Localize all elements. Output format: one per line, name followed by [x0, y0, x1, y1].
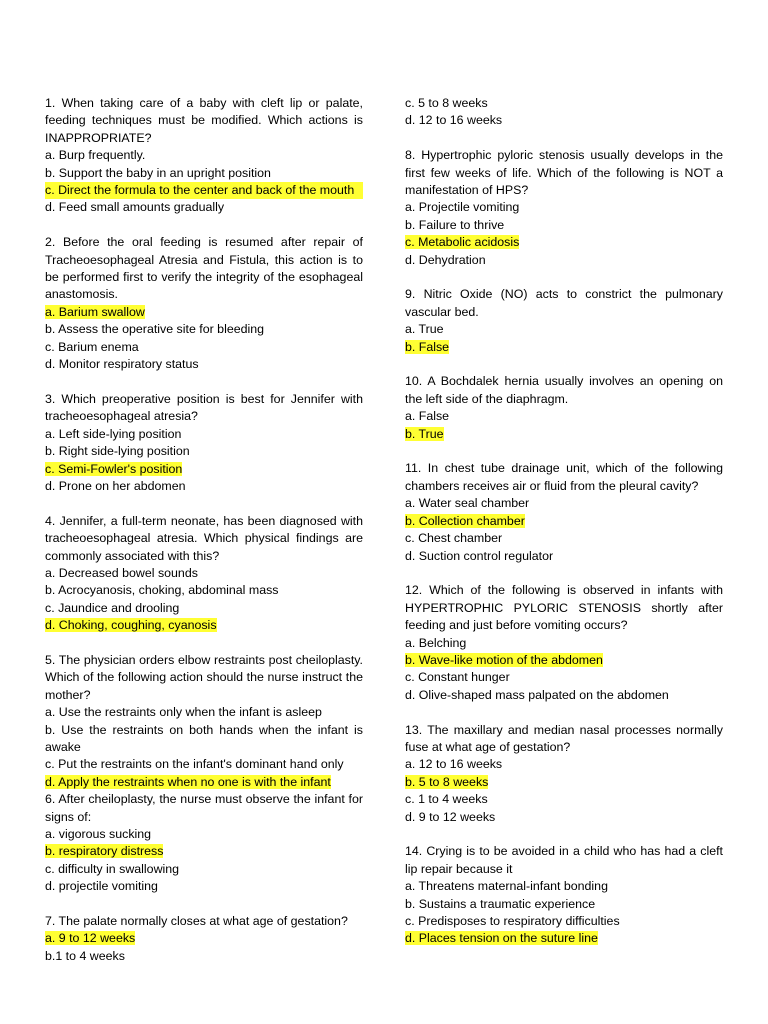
option-text: d. Apply the restraints when no one is with the infant	[45, 774, 331, 789]
option	[405, 913, 723, 930]
answer-option	[45, 930, 363, 947]
question-7	[45, 913, 363, 965]
option-text: b. Wave-like motion of the abdomen	[405, 652, 603, 667]
option-text: a. Burp frequently.	[45, 148, 146, 163]
option	[45, 478, 363, 495]
option: b. Use the restraints on both hands when the infant is awake	[45, 722, 363, 754]
option	[45, 147, 363, 164]
question-stem: 10. A Bochdalek hernia usually involves an opening on the left side of the diaphragm.	[405, 374, 723, 406]
question-2	[45, 234, 363, 373]
option	[45, 861, 363, 878]
question-stem: 5. The physician orders elbow restraints post cheiloplasty. Which of the following action should the nurse instruct the mother?	[45, 652, 363, 702]
option	[45, 826, 363, 843]
option	[45, 878, 363, 895]
option	[405, 756, 723, 773]
option-text: c. Barium enema	[45, 339, 139, 354]
option	[45, 199, 363, 216]
question-stem: 8. Hypertrophic pyloric stenosis usually develops in the first few weeks of life. Which of the following is NOT a manifestation of HPS?	[405, 148, 723, 198]
question-11	[405, 460, 723, 564]
option-text: c. difficulty in swallowing	[45, 861, 180, 876]
question-5	[45, 652, 363, 791]
option-text: c. Chest chamber	[405, 531, 503, 546]
option-text: d. Prone on her abdomen	[45, 478, 186, 493]
option-text: a. Barium swallow	[45, 304, 145, 319]
option	[45, 426, 363, 443]
option-text: a. 12 to 16 weeks	[405, 757, 503, 772]
left-column	[45, 95, 363, 983]
answer-option	[405, 513, 723, 530]
option	[405, 408, 723, 425]
option	[405, 687, 723, 704]
question-4	[45, 513, 363, 635]
option	[405, 495, 723, 512]
option-text: c. Constant hunger	[405, 670, 510, 685]
option-text: b. 5 to 8 weeks	[405, 774, 489, 789]
option	[405, 791, 723, 808]
question-7-continued	[405, 95, 723, 130]
question-stem: 1. When taking care of a baby with cleft lip or palate, feeding techniques must be modified. Which actions is INAPPROPRIATE?	[45, 96, 363, 145]
option-text: b. respiratory distress	[45, 844, 164, 859]
option	[405, 548, 723, 565]
question-1	[45, 95, 363, 217]
option	[405, 217, 723, 234]
option	[405, 669, 723, 686]
option-text: a. False	[405, 409, 450, 424]
option-text: d. Olive-shaped mass palpated on the abdomen	[405, 687, 669, 702]
option-text: b. True	[405, 426, 444, 441]
answer-option	[405, 930, 723, 947]
question-stem: 7. The palate normally closes at what age of gestation?	[45, 914, 348, 929]
question-stem: 12. Which of the following is observed in infants with HYPERTROPHIC PYLORIC STENOSIS shortly after feeding and just before vomiting occurs?	[405, 583, 723, 633]
option-text: b. False	[405, 339, 450, 354]
question-stem: 14. Crying is to be avoided in a child who has had a cleft lip repair because it	[405, 844, 723, 876]
option-text: c. Predisposes to respiratory difficulties	[405, 913, 620, 928]
answer-option	[405, 652, 723, 669]
question-stem: 3. Which preoperative position is best for Jennifer with tracheoesophageal atresia?	[45, 391, 363, 424]
question-stem: 6. After cheiloplasty, the nurse must observe the infant for signs of:	[45, 792, 363, 824]
option-text: b. Acrocyanosis, choking, abdominal mass	[45, 583, 279, 598]
option	[45, 356, 363, 373]
option-text: c. Put the restraints on the infant's dominant hand only	[45, 757, 344, 772]
option	[405, 878, 723, 895]
option-text: b. Right side-lying position	[45, 444, 190, 459]
option	[45, 704, 363, 721]
option-text: a. Decreased bowel sounds	[45, 565, 198, 580]
option-text: b. Support the baby in an upright position	[45, 165, 271, 180]
option-text: d. projectile vomiting	[45, 879, 158, 894]
option-text: a. Left side-lying position	[45, 426, 182, 441]
option-text: d. Suction control regulator	[405, 548, 554, 563]
option	[45, 600, 363, 617]
option	[405, 112, 723, 129]
option-text: d. Monitor respiratory status	[45, 357, 199, 372]
answer-option	[45, 304, 363, 321]
option	[45, 339, 363, 356]
option-text: a. Belching	[405, 635, 467, 650]
question-12	[405, 582, 723, 704]
answer-option	[45, 774, 363, 791]
option-text: a. vigorous sucking	[45, 827, 152, 841]
right-column	[405, 95, 723, 965]
option-text: b.1 to 4 weeks	[45, 948, 125, 963]
question-9	[405, 286, 723, 356]
option	[45, 165, 363, 182]
answer-option	[45, 617, 363, 634]
option-text: b. Sustains a traumatic experience	[405, 896, 596, 911]
question-13	[405, 722, 723, 826]
option	[45, 443, 363, 460]
option-text: b. Assess the operative site for bleeding	[45, 322, 265, 337]
answer-option: c. Direct the formula to the center and back of the mouth	[45, 182, 363, 199]
option-text: c. 1 to 4 weeks	[405, 792, 488, 807]
question-8	[405, 147, 723, 269]
question-3	[45, 391, 363, 495]
question-stem: 4. Jennifer, a full-term neonate, has been diagnosed with tracheoesophageal atresia. Which physical findings are commonly associated with this?	[45, 513, 363, 563]
answer-option	[405, 774, 723, 791]
option	[405, 95, 723, 112]
option	[405, 530, 723, 547]
answer-option	[405, 339, 723, 356]
question-stem: 2. Before the oral feeding is resumed after repair of Tracheoesophageal Atresia and Fistula, this action is to be performed first to verify the integrity of the esophageal anastomosis.	[45, 235, 363, 302]
option-text: d. Feed small amounts gradually	[45, 200, 225, 215]
option-text: d. Dehydration	[405, 252, 486, 267]
question-stem: 11. In chest tube drainage unit, which of the following chambers receives air or fluid from the pleural cavity?	[405, 461, 723, 493]
option	[405, 635, 723, 652]
option	[45, 756, 363, 773]
option	[45, 565, 363, 582]
option-text: a. Use the restraints only when the infant is asleep	[45, 705, 322, 720]
option	[405, 199, 723, 216]
question-stem: 9. Nitric Oxide (NO) acts to constrict the pulmonary vascular bed.	[405, 287, 723, 319]
option	[45, 948, 363, 965]
option-text: d. 12 to 16 weeks	[405, 113, 503, 128]
question-10	[405, 373, 723, 443]
option-text: a. 9 to 12 weeks	[45, 931, 136, 946]
option-text: d. 9 to 12 weeks	[405, 809, 496, 824]
question-stem: 13. The maxillary and median nasal processes normally fuse at what age of gestation?	[405, 722, 723, 754]
question-6	[45, 791, 363, 895]
option	[405, 252, 723, 269]
option-text: c. 5 to 8 weeks	[405, 96, 488, 110]
answer-option	[45, 843, 363, 860]
option-text: c. Semi-Fowler's position	[45, 461, 183, 476]
option-text: c. Metabolic acidosis	[405, 235, 520, 250]
option-text: a. Projectile vomiting	[405, 200, 520, 215]
option-text: b. Collection chamber	[405, 513, 525, 528]
option-text: b. Failure to thrive	[405, 217, 505, 232]
option	[45, 321, 363, 338]
answer-option	[405, 234, 723, 251]
option	[405, 809, 723, 826]
option-text: a. True	[405, 322, 444, 337]
option	[405, 896, 723, 913]
option-text: c. Jaundice and drooling	[45, 600, 180, 615]
option-text: d. Choking, coughing, cyanosis	[45, 618, 217, 633]
option-text: a. Water seal chamber	[405, 496, 530, 511]
option-text: d. Places tension on the suture line	[405, 931, 598, 946]
answer-option	[45, 461, 363, 478]
answer-option	[405, 426, 723, 443]
option	[45, 582, 363, 599]
option	[405, 321, 723, 338]
option-text: a. Threatens maternal-infant bonding	[405, 879, 608, 894]
question-14	[405, 843, 723, 947]
